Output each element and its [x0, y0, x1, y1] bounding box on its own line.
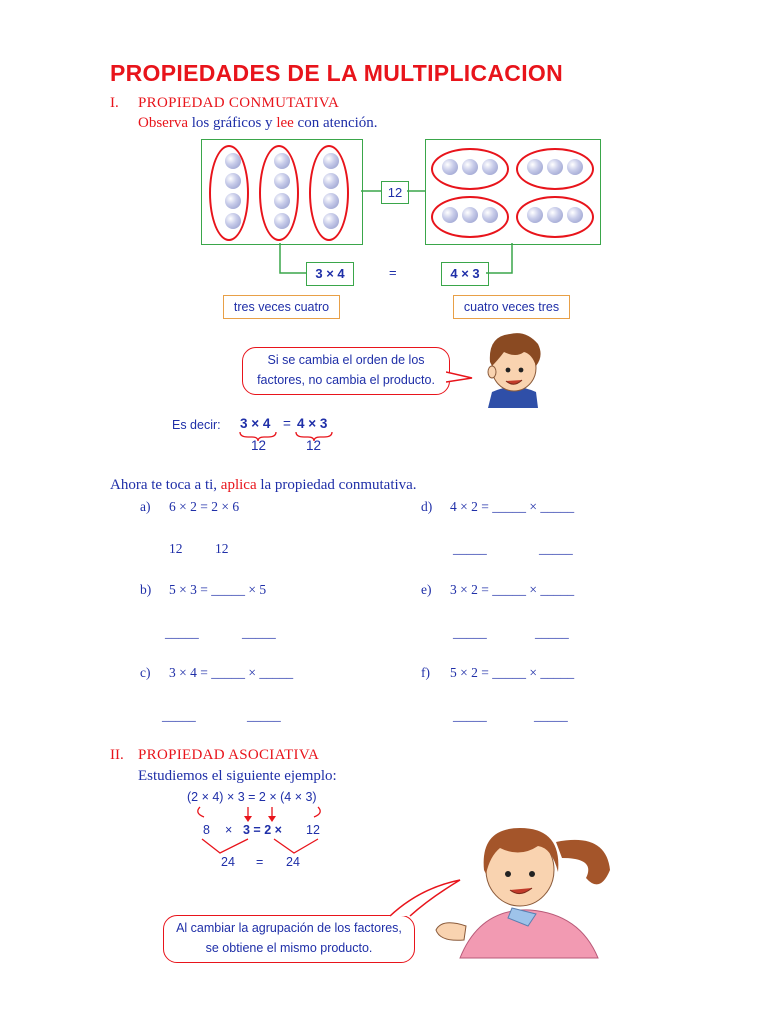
- exercise-f-expr[interactable]: 5 × 2 = _____ × _____: [450, 665, 575, 680]
- instruction-part-2: los gráficos y: [187, 115, 277, 131]
- assoc-line-2-b: ×: [225, 823, 233, 837]
- bubble-tail: [446, 368, 476, 386]
- bubble-2-tail: [360, 878, 470, 918]
- exercise-b-label: b): [140, 582, 152, 597]
- left-label-box: tres veces cuatro: [223, 295, 340, 319]
- practice-intro-part-3: la propiedad conmutativa.: [256, 477, 417, 493]
- es-decir-left-result: 12: [251, 438, 267, 453]
- exercise-c-label: c): [140, 665, 151, 680]
- assoc-line-2-c: 3 = 2 ×: [243, 823, 282, 837]
- exercise-e-expr[interactable]: 3 × 2 = _____ × _____: [450, 582, 575, 597]
- assoc-line-2-d: 12: [306, 823, 320, 837]
- left-expression-box: 3 × 4: [306, 262, 354, 286]
- exercise-b-answer-2[interactable]: _____: [242, 625, 276, 640]
- instruction-lee: lee: [276, 115, 294, 131]
- exercise-a-answer-1: 12: [169, 541, 183, 556]
- exercise-d-label: d): [421, 499, 433, 514]
- assoc-line-1: (2 × 4) × 3 = 2 × (4 × 3): [187, 790, 317, 804]
- assoc-line-3-c: 24: [286, 855, 300, 869]
- es-decir-right-result: 12: [306, 438, 322, 453]
- bubble-line: Si se cambia el orden de los: [267, 353, 425, 367]
- section-2-heading: PROPIEDAD ASOCIATIVA: [138, 747, 320, 763]
- exercise-c-answer-1[interactable]: _____: [162, 708, 196, 723]
- exercise-a-answer-2: 12: [215, 541, 229, 556]
- exercise-a-expr: 6 × 2 = 2 × 6: [169, 499, 240, 514]
- exercise-d-answer-1[interactable]: _____: [453, 541, 487, 556]
- boy-illustration: [474, 326, 554, 410]
- right-expression-box: 4 × 3: [441, 262, 489, 286]
- bubble-line: Al cambiar la agrupación de los factores,: [176, 921, 402, 935]
- bubble-line: se obtiene el mismo producto.: [205, 941, 373, 955]
- diagram-equals: =: [389, 265, 397, 280]
- exercise-a-label: a): [140, 499, 151, 514]
- instruction-part-4: con atención.: [293, 115, 378, 131]
- exercise-b-expr[interactable]: 5 × 3 = _____ × 5: [169, 582, 267, 597]
- total-box: 12: [381, 181, 409, 204]
- speech-bubble-associative: [163, 915, 415, 963]
- exercise-d-answer-2[interactable]: _____: [539, 541, 573, 556]
- practice-intro-aplica: aplica: [220, 477, 257, 493]
- assoc-line-3-b: =: [256, 855, 264, 869]
- exercise-e-answer-1[interactable]: _____: [453, 625, 487, 640]
- bubble-line: factores, no cambia el producto.: [257, 373, 435, 387]
- practice-intro-part-1: Ahora te toca a ti,: [110, 477, 221, 493]
- section-2-numeral: II.: [110, 747, 124, 763]
- diagram-connectors: [0, 0, 768, 300]
- section-1-numeral: I.: [110, 95, 119, 111]
- es-decir-equals: =: [283, 416, 291, 431]
- exercise-b-answer-1[interactable]: _____: [165, 625, 199, 640]
- assoc-line-3-a: 24: [221, 855, 235, 869]
- page-title: PROPIEDADES DE LA MULTIPLICACION: [110, 60, 564, 86]
- practice-intro: [110, 477, 417, 494]
- exercise-e-label: e): [421, 582, 432, 597]
- exercise-c-answer-2[interactable]: _____: [247, 708, 281, 723]
- exercise-f-answer-1[interactable]: _____: [453, 708, 487, 723]
- exercise-c-expr[interactable]: 3 × 4 = _____ × _____: [169, 665, 294, 680]
- exercise-d-expr[interactable]: 4 × 2 = _____ × _____: [450, 499, 575, 514]
- exercise-e-answer-2[interactable]: _____: [535, 625, 569, 640]
- instruction-observa: Observa: [138, 115, 188, 131]
- es-decir-right-expr: 4 × 3: [297, 416, 328, 431]
- section-2-intro: Estudiemos el siguiente ejemplo:: [138, 768, 337, 784]
- exercise-f-label: f): [421, 665, 430, 680]
- right-label-box: cuatro veces tres: [453, 295, 570, 319]
- speech-bubble-commutative: [242, 347, 450, 395]
- assoc-line-2-a: 8: [203, 823, 210, 837]
- es-decir-label: Es decir:: [172, 418, 221, 432]
- es-decir-left-expr: 3 × 4: [240, 416, 271, 431]
- exercise-f-answer-2[interactable]: _____: [534, 708, 568, 723]
- section-1-heading: PROPIEDAD CONMUTATIVA: [138, 95, 340, 111]
